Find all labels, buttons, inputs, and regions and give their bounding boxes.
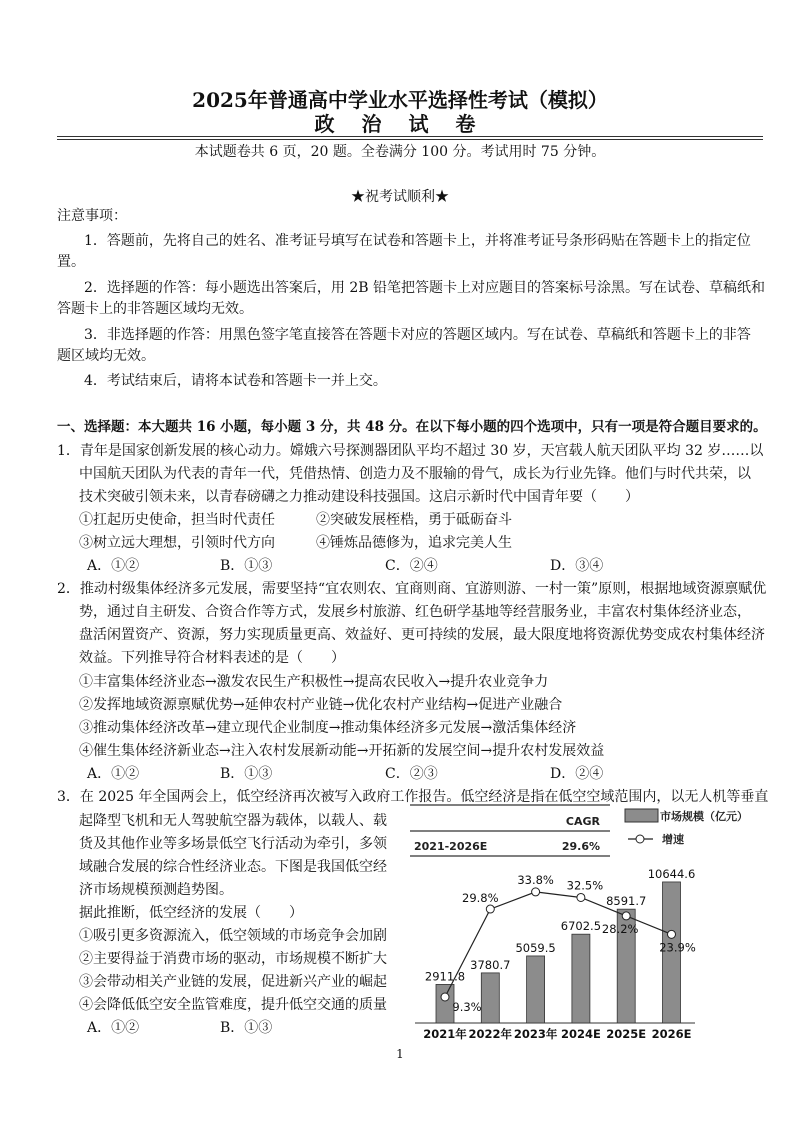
exam-title: 2025年普通高中学业水平选择性考试（模拟） — [192, 88, 608, 112]
q2-stem: 势，通过自主研发、合资合作等方式，发展乡村旅游、红色研学基地等经营服务业，丰富农村集体经济业态， — [79, 604, 751, 620]
q1-choice-b: B．①③ — [220, 558, 273, 574]
q3-option: ④会降低低空安全监管难度，提升低空交通的质量 — [79, 997, 387, 1013]
growth-point — [441, 993, 449, 1001]
growth-point — [532, 888, 540, 896]
q1-choice-d: D．③④ — [550, 558, 604, 574]
q3-option: ①吸引更多资源流入，低空领域的市场竞争会加剧 — [79, 928, 387, 944]
notice-line: 1．答题前，先将自己的姓名、准考证号填写在试卷和答题卡上，并将准考证号条形码贴在答题卡上的指定位 — [84, 233, 751, 249]
growth-label: 9.3% — [452, 1000, 482, 1014]
exam-subject: 政 治 试 卷 — [314, 112, 486, 136]
x-tick-label: 2024E — [560, 1027, 601, 1041]
x-tick-label: 2021年 — [423, 1027, 467, 1041]
q2-stem: 效益。下列推导符合材料表述的是（ ） — [79, 650, 345, 666]
growth-point — [577, 893, 585, 901]
section-heading: 一、选择题：本大题共 16 小题，每小题 3 分，共 48 分。在以下每小题的四个选项中，只有一项是符合题目要求的。 — [57, 419, 767, 435]
bar-value-label: 10644.6 — [647, 866, 696, 881]
growth-label: 32.5% — [566, 878, 604, 893]
q1-stem: 中国航天团队为代表的青年一代，凭借热情、创造力及不服输的骨气，成长为行业先锋。他们与时代共荣，以 — [79, 466, 751, 482]
q3-stem: 济市场规模预测趋势图。 — [79, 882, 233, 898]
bar — [481, 973, 499, 1023]
growth-point — [668, 930, 676, 938]
growth-label: 28.2% — [601, 921, 639, 936]
q2-option: ②发挥地域资源禀赋优势→延伸农村产业链→优化农村产业结构→促进产业融合 — [79, 697, 563, 713]
notice-line: 答题卡上的非答题区域均无效。 — [57, 301, 253, 317]
growth-label: 29.8% — [462, 891, 499, 906]
bar — [527, 956, 545, 1023]
q1-stem: 1．青年是国家创新发展的核心动力。嫦娥六号探测器团队平均不超过 30 岁，天宫载人航天团队平均 32 岁……以 — [57, 443, 764, 459]
bar-value-label: 8591.7 — [606, 894, 647, 909]
low-altitude-economy-chart — [400, 795, 780, 1049]
notice-line: 2．选择题的作答：每小题选出答案后，用 2B 铅笔把答题卡上对应题目的答案标号涂黑。写在试卷、草稿纸和 — [84, 280, 766, 296]
q1-option: ③树立远大理想，引领时代方向 — [79, 535, 275, 551]
exam-wish: ★祝考试顺利★ — [351, 189, 449, 205]
growth-point — [622, 912, 630, 920]
cagr-header: CAGR — [565, 815, 600, 828]
legend-bar-swatch — [625, 809, 658, 822]
notice-line: 置。 — [57, 254, 85, 270]
notice-line: 题区域均无效。 — [57, 348, 155, 364]
notice-line: 3．非选择题的作答：用黑色签字笔直接答在答题卡对应的答题区域内。写在试卷、草稿纸和答题卡上的非答 — [84, 327, 751, 343]
x-tick-label: 2026E — [651, 1027, 692, 1041]
legend-bar-label: 市场规模（亿元） — [660, 810, 748, 823]
q1-choice-c: C．②④ — [385, 558, 438, 574]
growth-label: 33.8% — [517, 872, 554, 887]
page-number: 1 — [396, 1047, 404, 1061]
notice-line: 4．考试结束后，请将本试卷和答题卡一并上交。 — [84, 373, 387, 389]
q3-choice-b: B．①③ — [220, 1020, 273, 1036]
bar-value-label: 5059.5 — [515, 940, 556, 955]
exam-info: 本试题卷共 6 页，20 题。全卷满分 100 分。考试用时 75 分钟。 — [194, 144, 606, 160]
q2-stem: 盘活闲置资产、资源，努力实现质量更高、效益好、更可持续的发展，最大限度地将资源优势变成农村集体经济 — [79, 627, 765, 643]
q2-choice-b: B．①③ — [220, 766, 273, 782]
q2-stem: 2．推动村级集体经济多元发展，需要坚持“宜农则农、宜商则商、宜游则游、一村一策”原则，根据地域资源禀赋优 — [57, 581, 767, 597]
q2-option: ③推动集体经济改革→建立现代企业制度→推动集体经济多元发展→激活集体经济 — [79, 720, 577, 736]
q2-option: ①丰富集体经济业态→激发农民生产积极性→提高农民收入→提升农业竞争力 — [79, 674, 549, 690]
bar-value-label: 3780.7 — [470, 957, 511, 972]
q1-option: ②突破发展桎梏，勇于砥砺奋斗 — [316, 512, 512, 528]
divider — [57, 139, 763, 140]
q3-option: ③会带动相关产业链的发展，促进新兴产业的崛起 — [79, 974, 387, 990]
growth-point — [486, 905, 494, 913]
q1-choice-a: A．①② — [87, 558, 140, 574]
x-tick-label: 2023年 — [513, 1027, 558, 1041]
q3-stem: 起降型飞机和无人驾驶航空器为载体，以载人、载 — [79, 813, 387, 829]
bar — [436, 984, 454, 1023]
q1-stem: 技术突破引领未来，以青春磅礴之力推动建设科技强国。这启示新时代中国青年要（ ） — [79, 489, 639, 505]
q3-option: ②主要得益于消费市场的驱动，市场规模不断扩大 — [79, 951, 387, 967]
q3-question: 据此推断，低空经济的发展（ ） — [79, 905, 303, 921]
q3-stem: 3．在 2025 年全国两会上，低空经济再次被写入政府工作报告。低空经济是指在低空空域范围内，以无人机等垂直 — [57, 789, 769, 805]
legend-line-label: 增速 — [662, 833, 684, 846]
q3-stem: 域融合发展的综合性经济业态。下图是我国低空经 — [79, 859, 387, 875]
q3-choice-a: A．①② — [87, 1020, 140, 1036]
q2-option: ④催生集体经济新业态→注入农村发展新动能→开拓新的发展空间→提升农村发展效益 — [79, 743, 605, 759]
bar-value-label: 6702.5 — [560, 919, 602, 934]
cagr-row-value: 29.6% — [561, 840, 600, 853]
bar — [572, 934, 590, 1023]
x-tick-label: 2025E — [606, 1027, 647, 1041]
bar-value-label: 2911.8 — [424, 969, 466, 984]
q1-option: ①扛起历史使命，担当时代责任 — [79, 512, 275, 528]
q1-option: ④锤炼品德修为，追求完美人生 — [316, 535, 512, 551]
legend-line-marker — [636, 835, 644, 843]
notice-heading: 注意事项： — [57, 208, 127, 224]
divider — [57, 136, 763, 137]
q3-stem: 货及其他作业等多场景低空飞行活动为牵引，多领 — [79, 836, 387, 852]
q2-choice-d: D．②④ — [550, 766, 604, 782]
cagr-row-label: 2021-2026E — [414, 840, 488, 853]
q2-choice-c: C．②③ — [385, 766, 438, 782]
x-tick-label: 2022年 — [468, 1027, 513, 1041]
q2-choice-a: A．①② — [87, 766, 140, 782]
growth-label: 23.9% — [659, 940, 696, 955]
